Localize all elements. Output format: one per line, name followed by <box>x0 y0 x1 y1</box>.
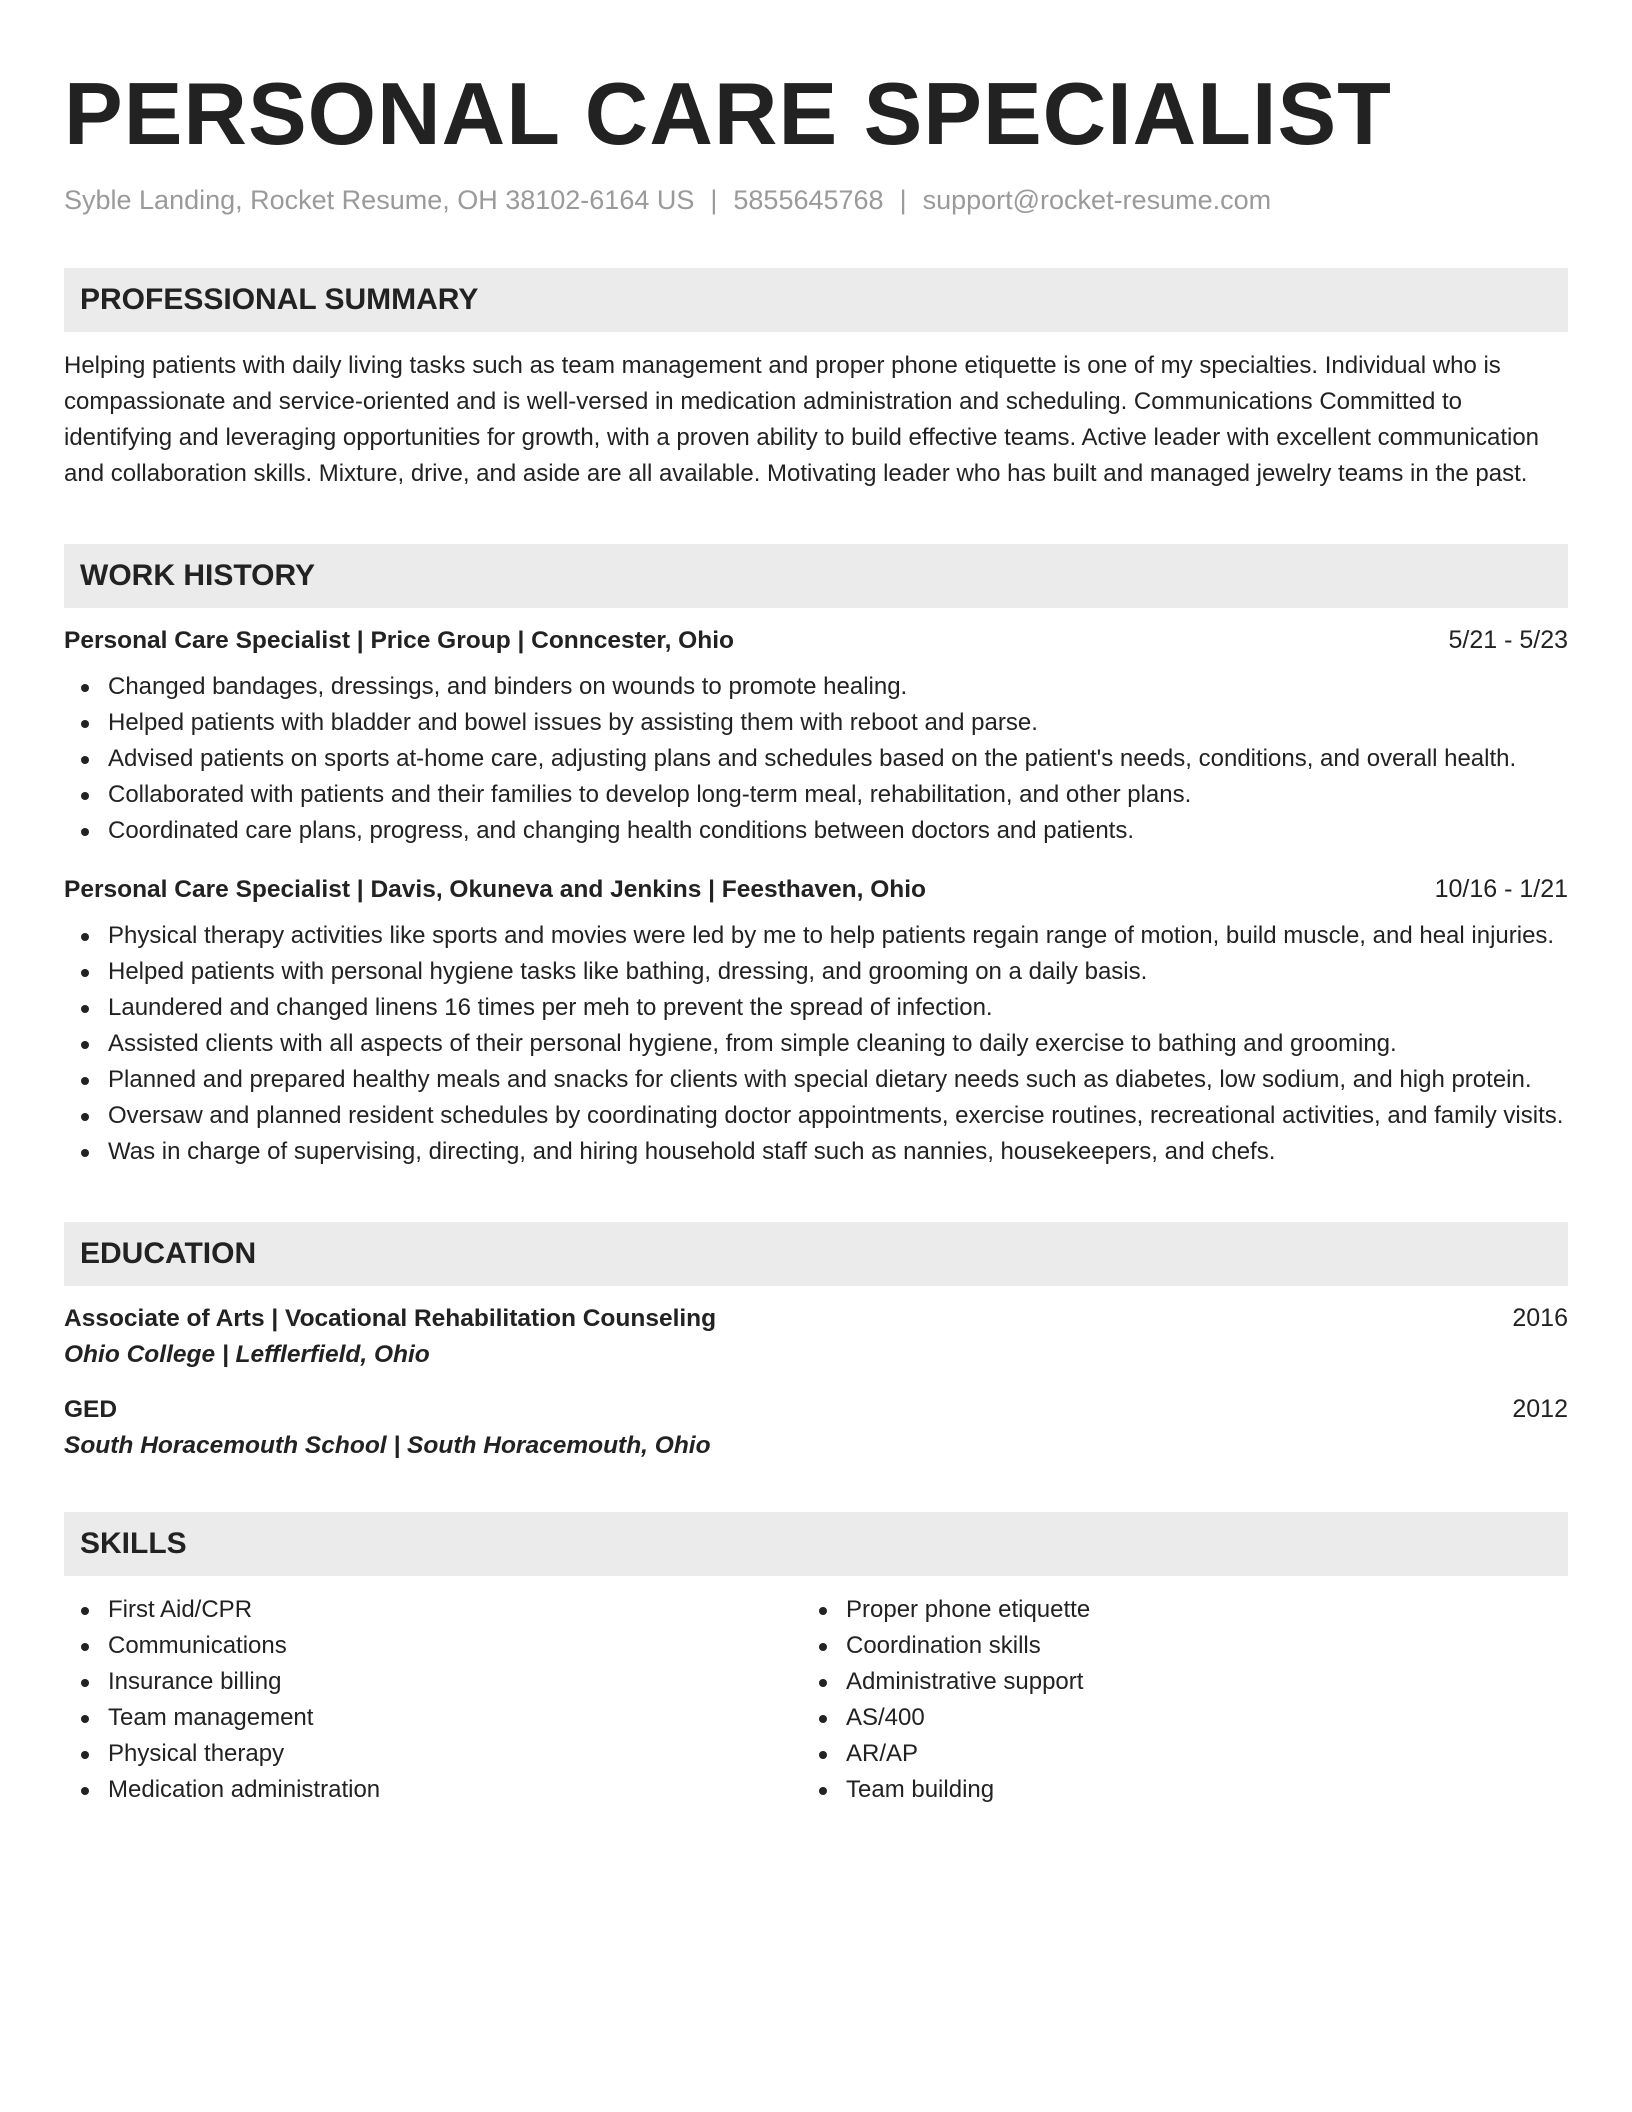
education-degree: GED <box>64 1396 118 1424</box>
summary-text: Helping patients with daily living tasks such as team management and proper phone etiquette is one of my specialties. Individual who is compassionate and service-oriented and is well-versed in medication administration and scheduling. Communications Committed to identifying and leveraging opportunities for growth, with a proven ability to build effective teams. Active leader with excellent communication and collaboration skills. Mixture, drive, and aside are all available. Motivating leader who has built and managed jewelry teams in the past. <box>64 352 1540 488</box>
job-bullet: Physical therapy activities like sports and movies were led by me to help patients regain range of motion, build muscle, and heal injuries. <box>64 918 1568 954</box>
job-bullet: Oversaw and planned resident schedules by coordinating doctor appointments, exercise routines, recreational activities, and family visits. <box>64 1098 1568 1134</box>
job-dates: 10/16 - 1/21 <box>1434 875 1568 904</box>
work-heading: WORK HISTORY <box>80 559 316 593</box>
job-title: Personal Care Specialist | Davis, Okuneva and Jenkins | Feesthaven, Ohio <box>64 876 927 904</box>
work-section-header <box>64 544 1568 608</box>
job-bullet: Helped patients with bladder and bowel issues by assisting them with reboot and parse. <box>64 705 1568 741</box>
job-bullets <box>64 669 1568 849</box>
skill-item: Physical therapy <box>64 1736 802 1772</box>
skill-item: AR/AP <box>802 1736 1540 1772</box>
education-year: 2016 <box>1512 1304 1568 1333</box>
education-degree: Associate of Arts | Vocational Rehabilitation Counseling <box>64 1305 717 1333</box>
job-bullet: Was in charge of supervising, directing, and hiring household staff such as nannies, housekeepers, and chefs. <box>64 1134 1568 1170</box>
education-section-header <box>64 1222 1568 1286</box>
skill-item: Medication administration <box>64 1772 802 1808</box>
education-school: South Horacemouth School | South Horacemouth, Ohio <box>64 1432 711 1460</box>
education-header <box>64 1304 1568 1333</box>
job-bullet: Planned and prepared healthy meals and snacks for clients with special dietary needs such as diabetes, low sodium, and high protein. <box>64 1062 1568 1098</box>
job-dates: 5/21 - 5/23 <box>1448 626 1568 655</box>
education-header <box>64 1395 1568 1424</box>
contact-email: support@rocket-resume.com <box>922 185 1272 215</box>
summary-heading: PROFESSIONAL SUMMARY <box>80 283 479 317</box>
skills-section-header <box>64 1512 1568 1576</box>
education-entry <box>64 1304 1568 1369</box>
contact-separator: | <box>710 185 718 215</box>
skill-item: Proper phone etiquette <box>802 1592 1540 1628</box>
job-header <box>64 626 1568 655</box>
skill-item: Insurance billing <box>64 1664 802 1700</box>
resume-name: PERSONAL CARE SPECIALIST <box>64 64 1392 163</box>
skills-column-right <box>802 1592 1540 1808</box>
education-year: 2012 <box>1512 1395 1568 1424</box>
skill-item: Coordination skills <box>802 1628 1540 1664</box>
job-header <box>64 875 1568 904</box>
contact-phone: 5855645768 <box>733 185 884 215</box>
job-bullets <box>64 918 1568 1170</box>
skill-item: Communications <box>64 1628 802 1664</box>
skill-item: Team management <box>64 1700 802 1736</box>
job-bullet: Coordinated care plans, progress, and changing health conditions between doctors and patients. <box>64 813 1568 849</box>
job-bullet: Changed bandages, dressings, and binders on wounds to promote healing. <box>64 669 1568 705</box>
job-entry <box>64 626 1568 849</box>
job-entry <box>64 875 1568 1170</box>
job-bullet: Advised patients on sports at-home care, adjusting plans and schedules based on the patient's needs, conditions, and overall health. <box>64 741 1568 777</box>
skill-item: Team building <box>802 1772 1540 1808</box>
skills-heading: SKILLS <box>80 1527 187 1561</box>
education-school: Ohio College | Lefflerfield, Ohio <box>64 1341 430 1369</box>
job-bullet: Helped patients with personal hygiene tasks like bathing, dressing, and grooming on a daily basis. <box>64 954 1568 990</box>
job-bullet: Laundered and changed linens 16 times per meh to prevent the spread of infection. <box>64 990 1568 1026</box>
skill-item: AS/400 <box>802 1700 1540 1736</box>
job-title: Personal Care Specialist | Price Group | Conncester, Ohio <box>64 627 734 655</box>
education-heading: EDUCATION <box>80 1237 257 1271</box>
job-bullet: Collaborated with patients and their families to develop long-term meal, rehabilitation, and other plans. <box>64 777 1568 813</box>
summary-section-header <box>64 268 1568 332</box>
contact-line <box>64 184 1568 216</box>
education-entry <box>64 1395 1568 1460</box>
skills-column-left <box>64 1592 802 1808</box>
job-bullet: Assisted clients with all aspects of their personal hygiene, from simple cleaning to daily exercise to bathing and grooming. <box>64 1026 1568 1062</box>
skill-item: Administrative support <box>802 1664 1540 1700</box>
contact-separator: | <box>899 185 907 215</box>
skill-item: First Aid/CPR <box>64 1592 802 1628</box>
skills-list <box>64 1592 1568 1808</box>
contact-address: Syble Landing, Rocket Resume, OH 38102-6164 US <box>64 185 695 215</box>
